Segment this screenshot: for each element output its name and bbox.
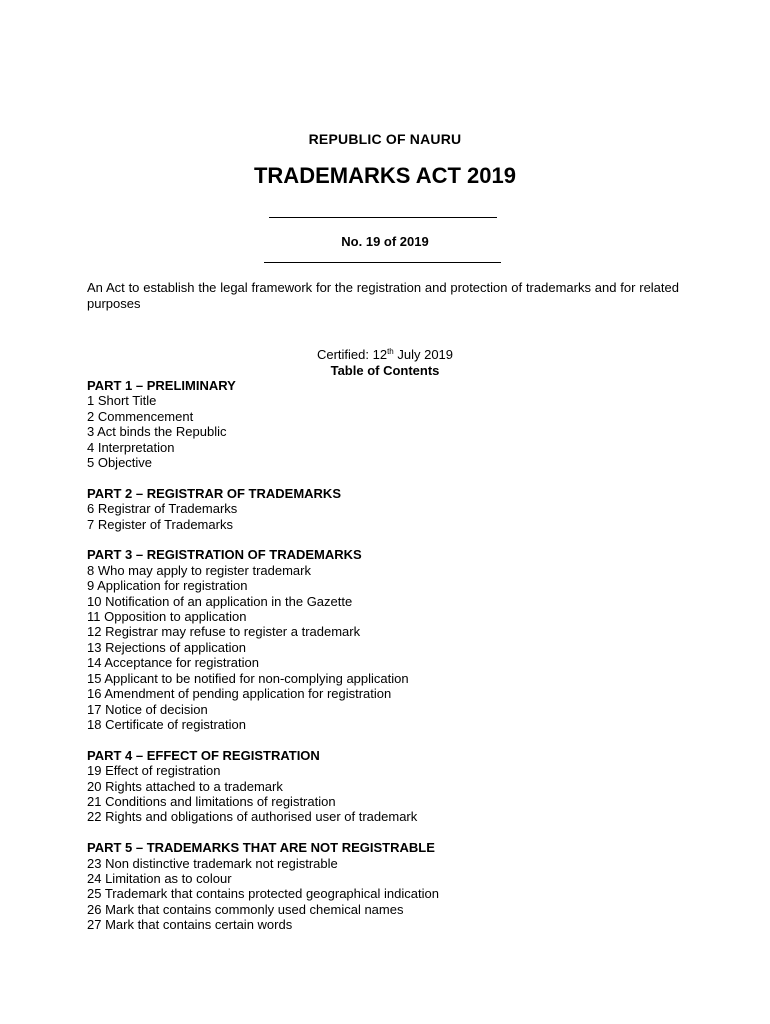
part-heading: PART 3 – REGISTRATION OF TRADEMARKS	[87, 547, 362, 563]
certified-superscript: th	[387, 347, 394, 356]
certified-date	[0, 347, 770, 362]
part-heading: PART 1 – PRELIMINARY	[87, 378, 236, 393]
toc-item: 9 Application for registration	[87, 578, 248, 594]
toc-item: 15 Applicant to be notified for non-complying application	[87, 670, 409, 686]
toc-item: 12 Registrar may refuse to register a trademark	[87, 624, 361, 640]
toc-item: 10 Notification of an application in the Gazette	[87, 593, 353, 609]
long-title: An Act to establish the legal framework for the registration and protection of trademarks and for related purposes	[87, 280, 679, 311]
part-heading: PART 4 – EFFECT OF REGISTRATION	[87, 747, 320, 763]
toc-item: 5 Objective	[87, 455, 153, 471]
part-heading: PART 2 – REGISTRAR OF TRADEMARKS	[87, 485, 341, 501]
toc-item: 21 Conditions and limitations of registration	[87, 793, 336, 809]
part-heading: PART 5 – TRADEMARKS THAT ARE NOT REGISTRABLE	[87, 840, 435, 856]
toc-heading: Table of Contents	[330, 363, 440, 378]
toc-item: 6 Registrar of Trademarks	[87, 501, 238, 517]
toc-item: 2 Commencement	[87, 408, 194, 424]
toc-item: 14 Acceptance for registration	[87, 655, 259, 671]
toc-item: 1 Short Title	[87, 393, 157, 409]
toc-part-1	[87, 378, 687, 470]
certified-prefix: Certified: 12	[316, 347, 388, 362]
divider-top	[269, 217, 497, 218]
republic-heading: REPUBLIC OF NAURU	[308, 131, 462, 147]
toc-item: 25 Trademark that contains protected geographical indication	[87, 886, 439, 902]
certified-suffix: July 2019	[393, 347, 454, 362]
toc-item: 27 Mark that contains certain words	[87, 917, 293, 933]
toc-item: 20 Rights attached to a trademark	[87, 778, 283, 794]
toc-item: 13 Rejections of application	[87, 639, 246, 655]
toc-part-2	[87, 486, 687, 532]
toc-item: 4 Interpretation	[87, 439, 175, 455]
act-number: No. 19 of 2019	[341, 234, 429, 249]
toc-item: 11 Opposition to application	[87, 609, 247, 625]
toc-part-3	[87, 547, 687, 732]
toc-item: 23 Non distinctive trademark not registrable	[87, 855, 338, 871]
toc-part-4	[87, 748, 687, 825]
toc-item: 7 Register of Trademarks	[87, 516, 233, 532]
toc-item: 3 Act binds the Republic	[87, 424, 227, 440]
toc-item: 24 Limitation as to colour	[87, 870, 232, 886]
toc-item: 16 Amendment of pending application for registration	[87, 686, 392, 702]
divider-bottom	[264, 262, 501, 263]
toc-item: 17 Notice of decision	[87, 701, 208, 717]
toc-item: 8 Who may apply to register trademark	[87, 562, 311, 578]
toc-item: 22 Rights and obligations of authorised user of trademark	[87, 809, 418, 825]
act-title: TRADEMARKS ACT 2019	[253, 163, 516, 188]
table-of-contents	[87, 378, 687, 948]
toc-item: 18 Certificate of registration	[87, 716, 246, 732]
toc-item: 19 Effect of registration	[87, 763, 221, 779]
toc-item: 26 Mark that contains commonly used chemical names	[87, 901, 404, 917]
toc-part-5	[87, 840, 687, 932]
